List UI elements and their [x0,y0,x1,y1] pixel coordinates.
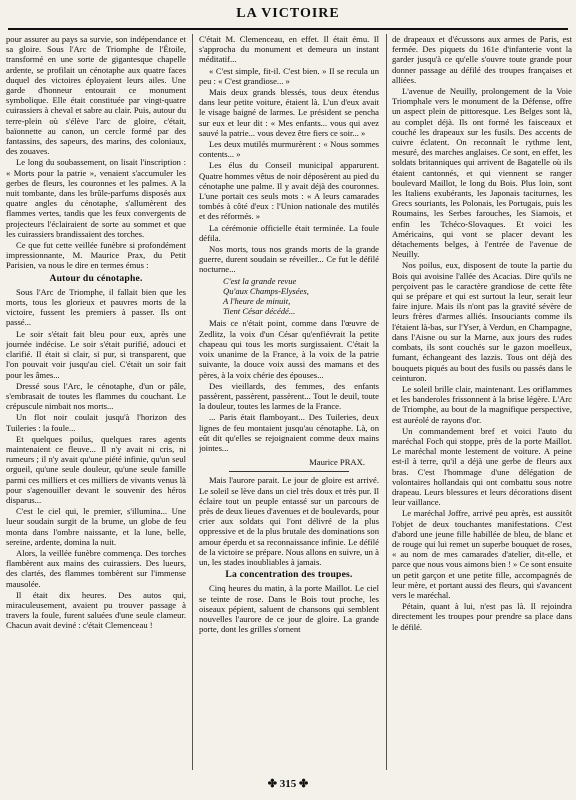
section-divider [229,471,349,472]
poem-line: C'est la grande revue [223,275,297,286]
paragraph: Sous l'Arc de Triomphe, il fallait bien que les morts, tous les glorieux et pauvres morts de la victoire, fussent les premiers à passer. Ils ont passé... [6,286,186,328]
paragraph: Ce que fut cette veillée funèbre si profondément impressionnante, M. Maurice Prax, du Petit Parisien, va nous le dire en termes émus : [6,240,186,271]
paragraph: pour assurer au pays sa survie, son indépendance et sa gloire. Sous l'Arc de Triomphe de l'Étoile, transformé en une sorte de gigantesque chapelle ardente, se profilait un cénotaphe aux quatre faces duquel des victoires éployaient leurs ailes. Une garde d'honneur entourait ce monument symbolique. Elle était constituée par vingt-quatre cuirassiers à cheval et sabre au clair. Puis, autour du terre-plein où s'élève l'arc de gloire, c'était, baïonnette au canon, un cercle formé par des fantassins, des sapeurs, des marins, des coloniaux, des zouaves. [6,34,186,157]
paragraph: ... Paris était flamboyant... Des Tuileries, deux lignes de feu montaient jusqu'au cénotaphe. Là, on eût dit qu'elles se rejoignaient comme deux mains jointes... [199,412,379,453]
paragraph: Le long du soubassement, on lisait l'inscription : « Morts pour la patrie », venaient s'accumuler les gerbes de fleurs, les couronnes et les palmes. A la nuit tombante, dans les brûle-parfums disposés aux quatre angles du cénotaphe, s'allumèrent des flammes vertes, tandis que les feux convergents de projecteurs l'éclairaient de sorte au sommet et que les cuirassiers brandissaient des torches. [6,157,186,239]
paragraph: de drapeaux et d'écussons aux armes de Paris, est fermée. Des piquets du 161e d'infanterie vont la garder jusqu'à ce qu'elle s'ouvre toute grande pour donner passage au défilé des troupes françaises et alliées. [392,34,572,85]
column-3 [392,34,572,770]
paragraph: Alors, la veillée funèbre commença. Des torches flambèrent aux mains des cuirassiers. Des lueurs, des clartés, des flammes tombèrent sur l'immense mausolée. [6,547,186,589]
paragraph: Des vieillards, des femmes, des enfants passèrent, passèrent, passèrent... Tout le deuil, toute la douleur, toutes les larmes de la France. [199,380,379,412]
paragraph: Pétain, quant à lui, n'est pas là. Il rejoindra directement les troupes pour prendre sa place dans le défilé. [392,601,572,632]
paragraph: Les deux mutilés murmurèrent : « Nous sommes contents... » [199,139,379,160]
paragraph: Il était dix heures. Des autos qui, miraculeusement, avaient pu trouver passage à travers la foule, furent saluées d'une seule clameur. Chacun avait deviné : c'était Clemenceau ! [6,589,186,631]
column-1 [6,34,186,770]
paragraph: Nos poilus, eux, disposent de toute la partie du Bois qui avoisine l'allée des Acacias. Dire qu'ils ne perçoivent pas le caractère grandiose de cette fête qui se prépare et qui est surtout la leur, serait leur faire injure. Mais ils n'ont pas la gravité sévère de leurs frères d'armes alliés. Insouciants comme ils l'étaient là-bas, sur l'Yser, à Verdun, en Champagne, dans l'Aisne ou sur la Marne, aux jours des rudes combats, ils sont couchés sur le gazon moelleux, fumant, échangeant des lazzis. Tous ont déjà des bouquets piqués au bout des fusils ou passés dans le ceinturon. [392,260,572,383]
column-divider [192,34,193,770]
header-rule [8,28,568,30]
paragraph: Le soleil brille clair, maintenant. Les oriflammes et les banderoles frissonnent à la brise légère. L'Arc de Triomphe, au bout de la magnifique perspective, est auréolé de rayons d'or. [392,383,572,425]
paragraph: « C'est simple, fit-il. C'est bien. » Il se recula un peu : « C'est grandiose... » [199,65,379,86]
poem-line: Tient César décédé... [223,306,296,317]
column-divider [386,34,387,770]
section-heading: Autour du cénotaphe. [49,272,143,284]
poem-line: A l'heure de minuit, [223,296,291,307]
paragraph: Mais ce n'était point, comme dans l'œuvre de Zedlitz, la voix d'un César qu'enfiévrait la petite chapeau qui tous les morts surgissaient. C'était la voix unanime de la France, à la voix de la patrie suivante, la douce voix aussi des mamans et des pères, à la voix chérie des épouses... [199,318,379,380]
poem-line: Qu'aux Champs-Elysées, [223,285,309,296]
paragraph: Le soir s'était fait bleu pour eux, après une journée indécise. Le soir s'était purifié, adouci et clarifié. Il était si clair, si pur, si transparent, que l'on pouvait voir jusqu'au ciel. C'était un soir fait pour les âmes... [6,328,186,380]
paragraph: Un commandement bref et voici l'auto du maréchal Foch qui stoppe, près de la porte Maillot. Le maréchal monte lestement de voiture. A peine est-il à terre, qu'il a déjà une gerbe de fleurs aux bras. C'est l'hommage d'une délégation de volontaires hollandais qui ont combattu sous notre drapeau. Leurs blessures et leurs décorations disent leur vaillance. [392,425,572,508]
page-number: ✤ 315 ✤ [267,778,309,790]
poem-quote [223,276,379,317]
author-signature: Maurice PRAX. [309,457,365,468]
paragraph: L'avenue de Neuilly, prolongement de la Voie Triomphale vers le monument de la Défense, offre un aspect plein de pittoresque. Les Belges sont là, au complet déjà. Ils ont formé les faisceaux et couché les drapeaux sur les fusils. Des accents de cuivre éclatent. On reconnaît le rythme lent, mesuré, des marches anglaises. Ce sont, en effet, les soldats britanniques qui arrivent de Bagatelle où ils étaient cantonnés, et qui viennent se ranger boulevard Maillot, le long du Bois. Plus loin, sont les Italiens exubérants, les Japonais taciturnes, les Grecs souriants, les Polonais, les Portugais, puis les Roumains, les Serbes farouches, les Siamois, et enfin les Tchéco-Slovaques. Et voici les Américains, qui vont se placer devant les détachements belges, à l'entrée de l'avenue de Neuilly. [392,86,572,260]
paragraph: Et quelques poilus, quelques rares agents maintenaient ce fleuve... Il n'y avait ni cris, ni rumeurs ; il n'y avait qu'une piété infinie, qu'un seul orgueil, qu'une seule douleur, qu'une seule famille parmi ces milliers et ces milliers de vivants venus là pour s'agenouiller devant le souvenir des héros disparus... [6,433,186,505]
paragraph: Mais l'aurore parait. Le jour de gloire est arrivé. Le soleil se lève dans un ciel très doux et très pur. Il éclaire tout un peuple entassé sur un parcours de près de deux lieues d'avenues et de boulevards, pour crier aux soldats qui l'ont délivré de la plus oppressive et de la plus brutale des dominations son amour éperdu et sa reconnaissance infinie. Le défilé de la victoire se prépare. Nous allons en suivre, un à un, les stades inoubliables à jamais. [199,475,379,567]
paragraph: Mais deux grands blessés, tous deux étendus dans leur petite voiture, étaient là. L'un d'eux avait le visage baigné de larmes. Le président se pencha sur eux et leur dit : « Mes enfants... vous qui avez sauvé la patrie... vous devez être fiers ce soir... » [199,87,379,138]
paragraph: Cinq heures du matin, à la porte Maillot. Le ciel se teinte de rose. Dans le Bois tout proche, les oiseaux pépient, saluent de chansons qui semblent nouvelles l'aurore de ce jour de gloire. La grande porte, dont les grilles s'ornent [199,583,379,635]
page-title: LA VICTOIRE [236,6,340,21]
paragraph: Le maréchal Joffre, arrivé peu après, est aussitôt l'objet de deux touchantes manifestations. C'est d'abord une jeune fille habillée de bleu, de blanc et de rouge qui lui remet un superbe bouquet de roses, « au nom de mes camarades d'atelier, dit-elle, et parce que nous vous aimons bien ! » Ce sont ensuite un petit garçon et une petite fille, accompagnés de leur mère, et portant aussi des fleurs, qui s'avancent vers le maréchal. [392,508,572,600]
paragraph: Les élus du Conseil municipal apparurent. Quatre hommes vêtus de noir déposèrent au pied du cénotaphe une palme. Il y avait déjà des couronnes. L'une portait ces seuls mots : « A leurs camarades tombés à côté d'eux : l'Union nationale des mutilés et des réformés. » [199,160,379,222]
section-heading: La concentration des troupes. [225,569,353,581]
paragraph: C'était M. Clemenceau, en effet. Il était ému. Il s'approcha du monument et demeura un instant méditatif... [199,34,379,65]
paragraph: Dressé sous l'Arc, le cénotaphe, d'un or pâle, s'embrasait de toutes les flammes du couchant. Le crépuscule nimbait nos morts... [6,380,186,412]
paragraph: Nos morts, tous nos grands morts de la grande guerre, durent soudain se réveiller... Ce fut le défilé nocturne... [199,244,379,275]
paragraph: C'est le ciel qui, le premier, s'illumina... Une lueur soudain surgit de la brume, un globe de feu monta dans l'ombre naissante, et la lune, belle, sereine, ardente, domina la nuit. [6,506,186,547]
column-2 [199,34,379,770]
paragraph: La cérémonie officielle était terminée. La foule défila. [199,222,379,243]
paragraph: Un flot noir coulait jusqu'à l'horizon des Tuileries : la foule... [6,412,186,433]
